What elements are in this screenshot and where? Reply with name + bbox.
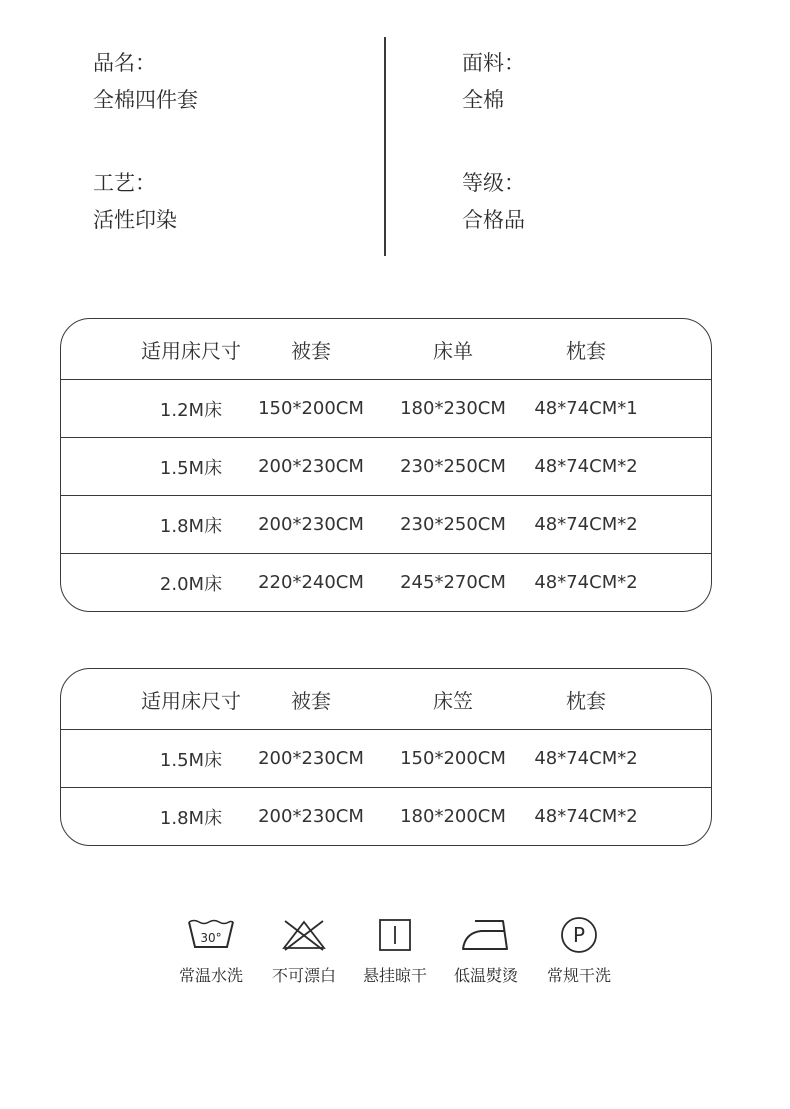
spec-grade — [462, 173, 525, 231]
cell-pillowcase: 48*74CM*2 — [534, 748, 638, 769]
iron-low-icon — [446, 915, 526, 955]
care-item-dry-clean — [539, 915, 619, 986]
spec-value: 全棉四件套 — [93, 88, 198, 112]
spec-label: 品名： — [93, 51, 156, 75]
spec-label: 等级： — [462, 171, 525, 195]
cell-fitted-sheet: 180*200CM — [400, 806, 506, 827]
table-row — [61, 553, 711, 611]
spec-product-name — [93, 53, 198, 111]
cell-pillowcase: 48*74CM*1 — [534, 398, 638, 419]
care-label: 常规干洗 — [546, 966, 611, 985]
spec-fabric — [462, 53, 525, 111]
cell-pillowcase: 48*74CM*2 — [534, 806, 638, 827]
header-pillowcase: 枕套 — [566, 688, 606, 713]
spec-value: 活性印染 — [93, 208, 177, 232]
size-table-fitted-sheet — [60, 668, 712, 846]
header-fitted-sheet: 床笠 — [433, 688, 473, 713]
header-bed-size: 适用床尺寸 — [141, 338, 241, 363]
header-pillowcase: 枕套 — [566, 338, 606, 363]
header-duvet-cover: 被套 — [291, 338, 331, 363]
wash-30-icon — [171, 915, 251, 955]
cell-duvet-cover: 200*230CM — [258, 456, 364, 477]
care-label: 悬挂晾干 — [362, 966, 427, 985]
cell-bed-size: 2.0M床 — [159, 573, 223, 595]
cell-flat-sheet: 180*230CM — [400, 398, 506, 419]
cell-flat-sheet: 230*250CM — [400, 456, 506, 477]
spec-craft — [93, 173, 177, 231]
dry-clean-symbol: P — [572, 923, 586, 947]
size-table-flat-sheet — [60, 318, 712, 612]
table-row — [61, 729, 711, 787]
cell-duvet-cover: 220*240CM — [258, 572, 364, 593]
spec-divider — [384, 37, 386, 256]
hang-dry-icon — [355, 915, 435, 955]
cell-bed-size: 1.8M床 — [159, 515, 223, 537]
cell-flat-sheet: 230*250CM — [400, 514, 506, 535]
dry-clean-p-icon — [539, 915, 619, 955]
table-row — [61, 437, 711, 495]
wash-temperature: 30° — [200, 931, 222, 945]
table-header-row — [61, 669, 711, 729]
care-item-hang-dry — [355, 915, 435, 986]
care-item-no-bleach — [264, 915, 344, 986]
header-flat-sheet: 床单 — [433, 338, 473, 363]
cell-duvet-cover: 200*230CM — [258, 514, 364, 535]
cell-bed-size: 1.2M床 — [159, 399, 223, 421]
no-bleach-icon — [264, 915, 344, 955]
table-row — [61, 495, 711, 553]
cell-duvet-cover: 150*200CM — [258, 398, 364, 419]
cell-pillowcase: 48*74CM*2 — [534, 514, 638, 535]
header-bed-size: 适用床尺寸 — [141, 688, 241, 713]
cell-pillowcase: 48*74CM*2 — [534, 456, 638, 477]
cell-duvet-cover: 200*230CM — [258, 748, 364, 769]
cell-pillowcase: 48*74CM*2 — [534, 572, 638, 593]
table-row — [61, 787, 711, 845]
spec-value: 合格品 — [462, 208, 525, 232]
cell-fitted-sheet: 150*200CM — [400, 748, 506, 769]
cell-bed-size: 1.5M床 — [159, 457, 223, 479]
cell-bed-size: 1.5M床 — [159, 749, 223, 771]
care-label: 常温水洗 — [178, 966, 243, 985]
care-label: 不可漂白 — [271, 966, 336, 985]
care-item-wash — [171, 915, 251, 986]
table-header-row — [61, 319, 711, 379]
cell-bed-size: 1.8M床 — [159, 807, 223, 829]
care-label: 低温熨烫 — [453, 966, 518, 985]
header-duvet-cover: 被套 — [291, 688, 331, 713]
cell-duvet-cover: 200*230CM — [258, 806, 364, 827]
spec-label: 工艺： — [93, 171, 156, 195]
table-row — [61, 379, 711, 437]
cell-flat-sheet: 245*270CM — [400, 572, 506, 593]
care-item-iron — [446, 915, 526, 986]
spec-value: 全棉 — [462, 88, 504, 112]
spec-label: 面料： — [462, 51, 525, 75]
